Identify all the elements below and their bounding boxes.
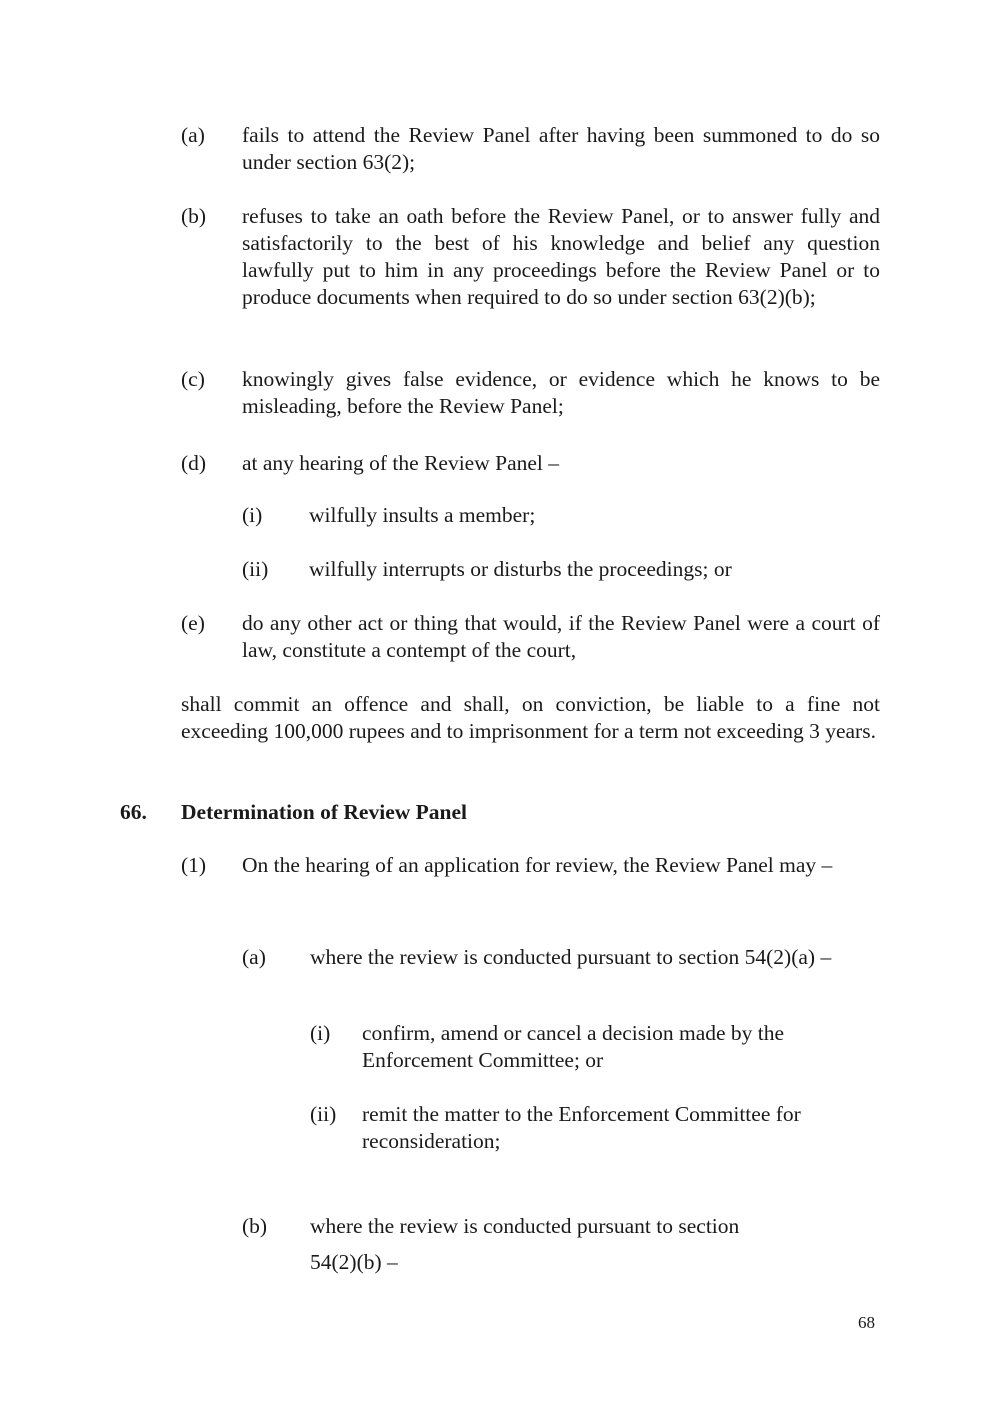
- item-d-ii-text: wilfully interrupts or disturbs the proceedings; or: [309, 557, 732, 581]
- item-b-label: (b): [181, 204, 207, 228]
- item-d-text: at any hearing of the Review Panel –: [242, 451, 560, 475]
- para-a-label: (a): [242, 945, 266, 969]
- item-b-text: refuses to take an oath before the Review Panel, or to answer fully and satisfactorily to the best of his knowledge and belief any question lawfully put to him in any proceedings before the Review Panel or to produce documents when required to do so under section 63(2)(b);: [242, 204, 880, 309]
- para-a-ii-label: (ii): [310, 1102, 337, 1126]
- item-d-i-text: wilfully insults a member;: [309, 503, 536, 527]
- item-d-label: (d): [181, 451, 207, 475]
- item-e-text: do any other act or thing that would, if the Review Panel were a court of law, constitute a contempt of the court,: [242, 611, 880, 662]
- item-c-text: knowingly gives false evidence, or evidence which he knows to be misleading, before the Review Panel;: [242, 367, 880, 418]
- para-a-i-label: (i): [310, 1021, 331, 1045]
- section-number: 66.: [120, 800, 147, 824]
- para-b-text-line1: where the review is conducted pursuant to section: [310, 1214, 740, 1238]
- para-a-text: where the review is conducted pursuant to section 54(2)(a) –: [310, 945, 832, 969]
- page-number: 68: [858, 1313, 875, 1332]
- item-a-label: (a): [181, 123, 205, 147]
- item-e-label: (e): [181, 611, 205, 635]
- section-title: Determination of Review Panel: [181, 800, 467, 824]
- para-b-label: (b): [242, 1214, 268, 1238]
- para-b-text-line2: 54(2)(b) –: [310, 1250, 398, 1274]
- item-d-ii-label: (ii): [242, 557, 269, 581]
- para-a-ii-text: remit the matter to the Enforcement Committee for reconsideration;: [362, 1102, 801, 1153]
- item-d-i-label: (i): [242, 503, 263, 527]
- item-c-label: (c): [181, 367, 205, 391]
- subsection-1-text: On the hearing of an application for review, the Review Panel may –: [242, 853, 833, 877]
- subsection-1-label: (1): [181, 853, 207, 877]
- penalty-paragraph: shall commit an offence and shall, on conviction, be liable to a fine not exceeding 100,000 rupees and to imprisonment for a term not exceeding 3 years.: [181, 692, 880, 743]
- para-a-i-text: confirm, amend or cancel a decision made by the Enforcement Committee; or: [362, 1021, 785, 1072]
- item-a-text: fails to attend the Review Panel after having been summoned to do so under section 63(2);: [242, 123, 880, 174]
